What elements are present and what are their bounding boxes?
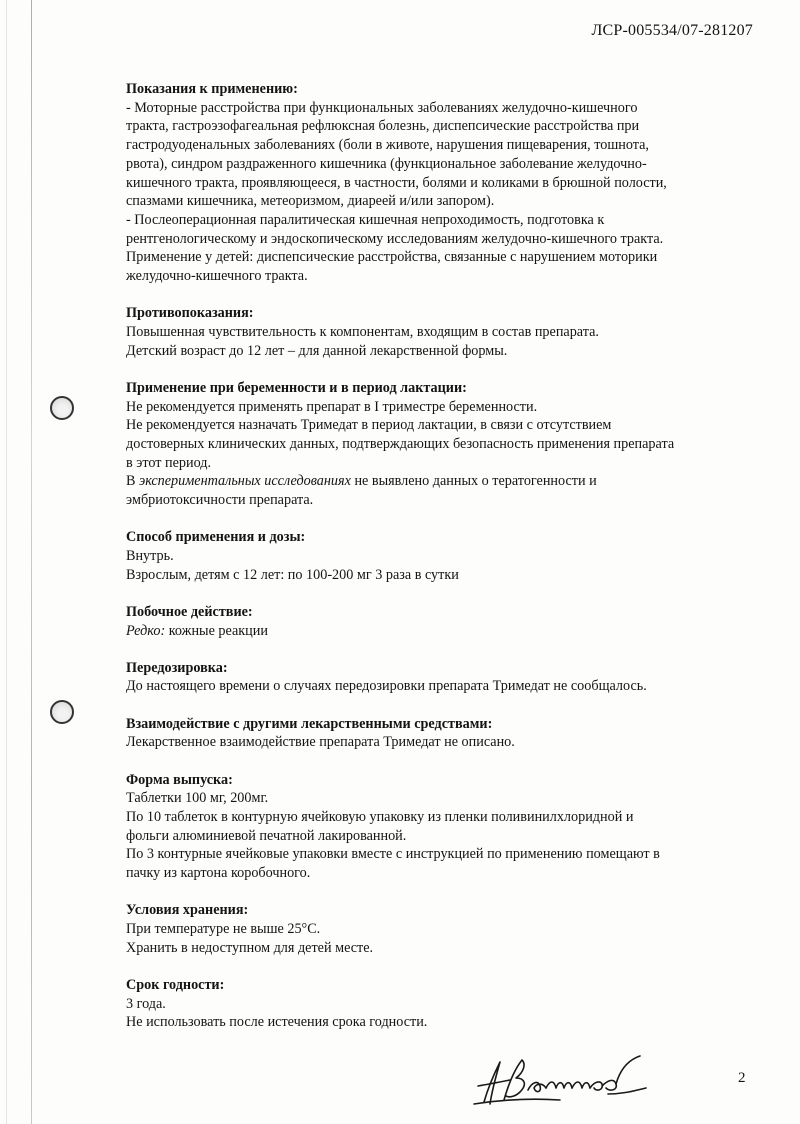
text-line: Внутрь. <box>126 547 174 564</box>
text-line: Детский возраст до 12 лет – для данной лекарственной формы. <box>126 342 508 359</box>
text-line: пачку из картона коробочного. <box>126 865 311 882</box>
text-line: эмбриотоксичности препарата. <box>126 492 314 509</box>
text-line <box>126 472 746 491</box>
text-line: достоверных клинических данных, подтверждающих безопасность применения препарата <box>126 435 675 452</box>
page-number: 2 <box>738 1070 746 1086</box>
text-line: При температуре не выше 25°С. <box>126 921 321 938</box>
section-heading: Показания к применению: <box>126 81 298 97</box>
text-line: - Моторные расстройства при функциональных заболеваниях желудочно-кишечного <box>126 99 638 116</box>
section-heading: Применение при беременности и в период лактации: <box>126 379 467 396</box>
section-storage <box>126 901 746 957</box>
instruction-content <box>126 80 746 1051</box>
section-heading: Способ применения и дозы: <box>126 529 306 546</box>
section-shelf-life <box>126 976 746 1032</box>
italic-fragment: экспериментальных исследованиях <box>139 473 351 490</box>
text-line: По 3 контурные ячейковые упаковки вместе с инструкцией по применению помещают в <box>126 846 660 863</box>
text-line: желудочно-кишечного тракта. <box>126 268 308 285</box>
text-line: рентгенологическому и эндоскопическому исследованиям желудочно-кишечного тракта. <box>126 230 664 247</box>
text-line: По 10 таблеток в контурную ячейковую упаковку из пленки поливинилхлоридной и <box>126 809 634 825</box>
handwritten-signature <box>470 1050 670 1110</box>
text-fragment: В <box>126 473 140 490</box>
text-line: Лекарственное взаимодействие препарата Тримедат не описано. <box>126 734 515 751</box>
section-heading: Форма выпуска: <box>126 771 233 788</box>
text-line: тракта, гастроэзофагеальная рефлюксная болезнь, диспепсические расстройства при <box>126 118 640 135</box>
text-line: Не рекомендуется назначать Тримедат в период лактации, в связи с отсутствием <box>126 417 612 434</box>
section-heading: Срок годности: <box>126 976 225 993</box>
text-line: До настоящего времени о случаях передозировки препарата Тримедат не сообщалось. <box>126 678 647 695</box>
text-line: Не рекомендуется применять препарат в I триместре беременности. <box>126 398 538 415</box>
scan-edge-line <box>31 0 32 1124</box>
section-heading: Противопоказания: <box>126 305 254 322</box>
section-heading: Передозировка: <box>126 659 228 676</box>
text-line: Повышенная чувствительность к компонентам, входящим в состав препарата. <box>126 323 599 340</box>
italic-fragment: Редко: <box>126 622 166 639</box>
section-form <box>126 771 746 883</box>
punch-hole-icon <box>50 396 74 420</box>
section-heading: Условия хранения: <box>126 902 249 919</box>
text-line: Взрослым, детям с 12 лет: по 100-200 мг 3 раза в сутки <box>126 566 459 583</box>
section-side-effects <box>126 603 746 640</box>
text-line <box>126 622 746 641</box>
section-dosage <box>126 528 746 584</box>
text-line: гастродуоденальных заболеваниях (боли в животе, нарушения пищеварения, тошнота, <box>126 137 649 154</box>
section-overdose <box>126 659 746 696</box>
text-line: фольги алюминиевой печатной лакированной. <box>126 827 407 844</box>
text-line: Применение у детей: диспепсические расстройства, связанные с нарушением моторики <box>126 249 658 266</box>
text-line: Таблетки 100 мг, 200мг. <box>126 790 269 807</box>
text-line: спазмами кишечника, метеоризмом, диареей и/или запором). <box>126 193 495 210</box>
text-line: рвота), синдром раздраженного кишечника (функциональное заболевание желудочно- <box>126 155 647 172</box>
text-line: - Послеоперационная паралитическая кишечная непроходимость, подготовка к <box>126 211 605 228</box>
registration-number: ЛСР-005534/07-281207 <box>591 22 753 39</box>
text-line: Хранить в недоступном для детей месте. <box>126 939 374 956</box>
section-indications <box>126 80 746 286</box>
text-fragment: кожные реакции <box>165 622 268 639</box>
scan-edge-line-secondary <box>6 0 7 1124</box>
text-line: Не использовать после истечения срока годности. <box>126 1014 428 1031</box>
text-fragment: не выявлено данных о тератогенности и <box>350 473 597 490</box>
section-pregnancy <box>126 379 746 510</box>
section-heading: Побочное действие: <box>126 603 253 620</box>
text-line: в этот период. <box>126 454 212 471</box>
punch-hole-icon <box>50 700 74 724</box>
section-heading: Взаимодействие с другими лекарственными средствами: <box>126 715 493 732</box>
section-contraindications <box>126 304 746 360</box>
section-interactions <box>126 715 746 752</box>
text-line: кишечного тракта, проявляющееся, в частности, болями и коликами в брюшной полости, <box>126 174 667 191</box>
text-line: 3 года. <box>126 995 166 1012</box>
